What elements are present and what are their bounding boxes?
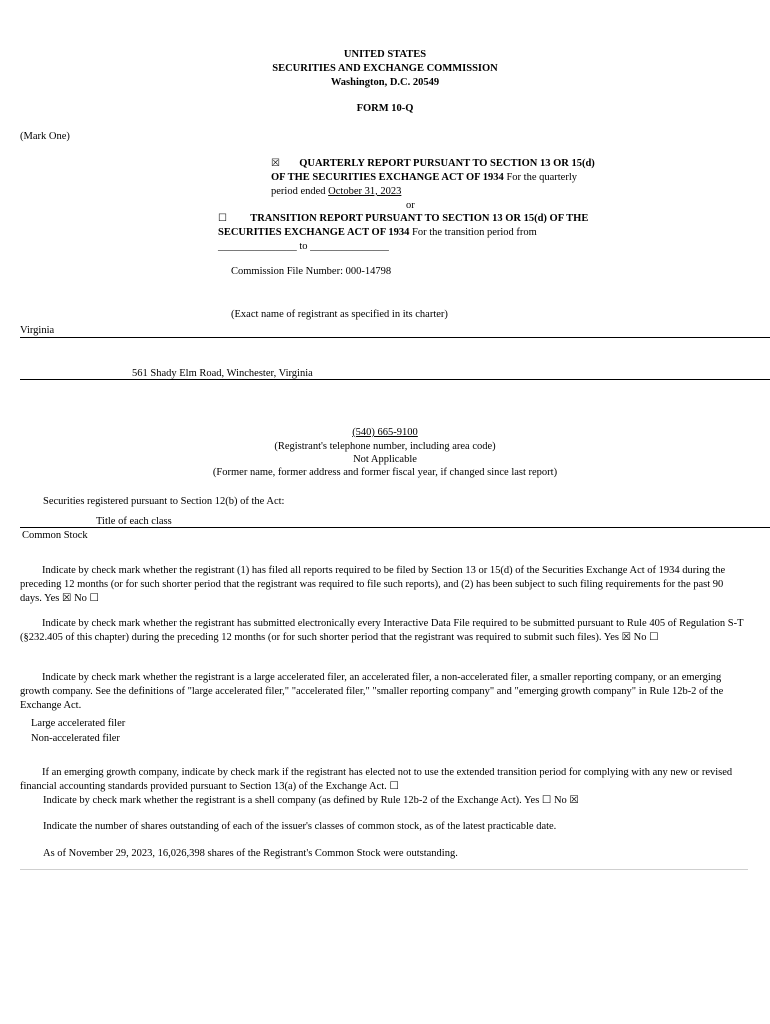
reports-filed-yes: Yes ☒ (44, 593, 75, 604)
shares-outstanding-instruction: Indicate the number of shares outstanding of each of the issuer's classes of common stock, as of the latest practicable date. (43, 821, 557, 832)
question-emerging-growth-text: If an emerging growth company, indicate by check mark if the registrant has elected not to use the extended transition period for complying with any new or revised financial accounting standards provided pursuant to Section 13(a) of the Exchange Act. (20, 767, 733, 792)
transition-period-blanks: _______________ to _______________ (218, 241, 389, 252)
header-united-states: UNITED STATES (343, 49, 427, 60)
rule-after-state (20, 337, 770, 338)
header-address: Washington, D.C. 20549 (330, 77, 440, 88)
telephone-label: (Registrant's telephone number, including area code) (274, 441, 496, 452)
question-shell-company (43, 794, 579, 808)
quarterly-title-b: OF THE SECURITIES EXCHANGE ACT OF 1934 (271, 172, 504, 183)
transition-title-b: SECURITIES EXCHANGE ACT OF 1934 (218, 227, 410, 238)
rule-after-address (20, 379, 770, 380)
commission-file-number: Commission File Number: 000-14798 (231, 266, 392, 277)
footer-rule (20, 869, 748, 870)
rule-class-table (20, 527, 770, 528)
filer-non-accelerated: Non-accelerated filer (31, 733, 120, 744)
former-name-label: (Former name, former address and former fiscal year, if changed since last report) (212, 467, 558, 478)
question-filer-status-text: Indicate by check mark whether the registrant is a large accelerated filer, an accelerated filer, a non-accelerated filer, a smaller reporting company, or an emerging growth company. See the definitions of "large accelerated filer," "accelerated filer," "smaller reporting company" and "emerging growth company" in Rule 12b-2 of the Exchange Act. (20, 672, 724, 711)
quarterly-period: October 31, 2023 (328, 186, 402, 197)
principal-address: 561 Shady Elm Road, Winchester, Virginia (132, 368, 313, 379)
exact-name-label: (Exact name of registrant as specified in its charter) (231, 309, 448, 320)
transition-report-line2 (218, 226, 537, 240)
quarterly-report-line1 (271, 157, 595, 171)
title-of-class-header: Title of each class (96, 516, 172, 527)
former-name-value: Not Applicable (353, 454, 417, 465)
question-interactive-data-text: Indicate by check mark whether the registrant has submitted electronically every Interactive Data File required to be submitted pursuant to Rule 405 of Regulation S-T (§232.405 of this chapter) during the preceding 12 months (or for such shorter period that the registrant was required to submit such files). (20, 618, 744, 643)
emerging-growth-checkbox: ☐ (389, 781, 399, 792)
shares-outstanding-statement: As of November 29, 2023, 16,026,398 shares of the Registrant's Common Stock were outstanding. (43, 848, 458, 859)
question-interactive-data (20, 617, 745, 645)
question-reports-filed (20, 564, 745, 606)
question-filer-status (20, 671, 732, 713)
quarterly-checkbox: ☒ (271, 158, 280, 169)
question-shell-company-text: Indicate by check mark whether the registrant is a shell company (as defined by Rule 12b-2 of the Exchange Act). (43, 795, 524, 806)
form-title: FORM 10-Q (356, 103, 414, 114)
header-sec: SECURITIES AND EXCHANGE COMMISSION (272, 63, 498, 74)
transition-checkbox: ☐ (218, 213, 227, 224)
interactive-data-yes: Yes ☒ (603, 632, 634, 643)
mark-one-label: (Mark One) (20, 131, 70, 142)
filer-large-accelerated: Large accelerated filer (31, 718, 126, 729)
transition-title-a: TRANSITION REPORT PURSUANT TO SECTION 13 OR 15(d) OF THE (250, 213, 589, 224)
reports-filed-no: No ☐ (74, 593, 99, 604)
telephone-number: (540) 665-9100 (352, 427, 418, 438)
question-reports-filed-text: Indicate by check mark whether the registrant (1) has filed all reports required to be filed by Section 13 or 15(d) of the Securities Exchange Act of 1934 during the preceding 12 months (or for such shorter period that the registrant was required to file such reports), and (2) has been subject to such filing requirements for the past 90 days. (20, 565, 726, 604)
or-separator: or (406, 200, 415, 211)
transition-report-line1 (218, 212, 588, 226)
quarterly-text-a: For the quarterly (503, 172, 577, 183)
quarterly-title-a: QUARTERLY REPORT PURSUANT TO SECTION 13 OR 15(d) (299, 158, 595, 169)
shell-company-no: No ☒ (553, 795, 579, 806)
question-emerging-growth (20, 766, 745, 794)
interactive-data-no: No ☐ (633, 632, 659, 643)
securities-registered-label: Securities registered pursuant to Section 12(b) of the Act: (43, 496, 285, 507)
quarterly-text-b: period ended (271, 186, 329, 197)
shell-company-yes: Yes ☐ (524, 795, 554, 806)
quarterly-report-line2 (271, 171, 577, 185)
state-of-incorporation: Virginia (20, 325, 55, 336)
quarterly-report-line3 (271, 185, 401, 199)
transition-text: For the transition period from (409, 227, 537, 238)
title-of-class-value: Common Stock (22, 530, 88, 541)
